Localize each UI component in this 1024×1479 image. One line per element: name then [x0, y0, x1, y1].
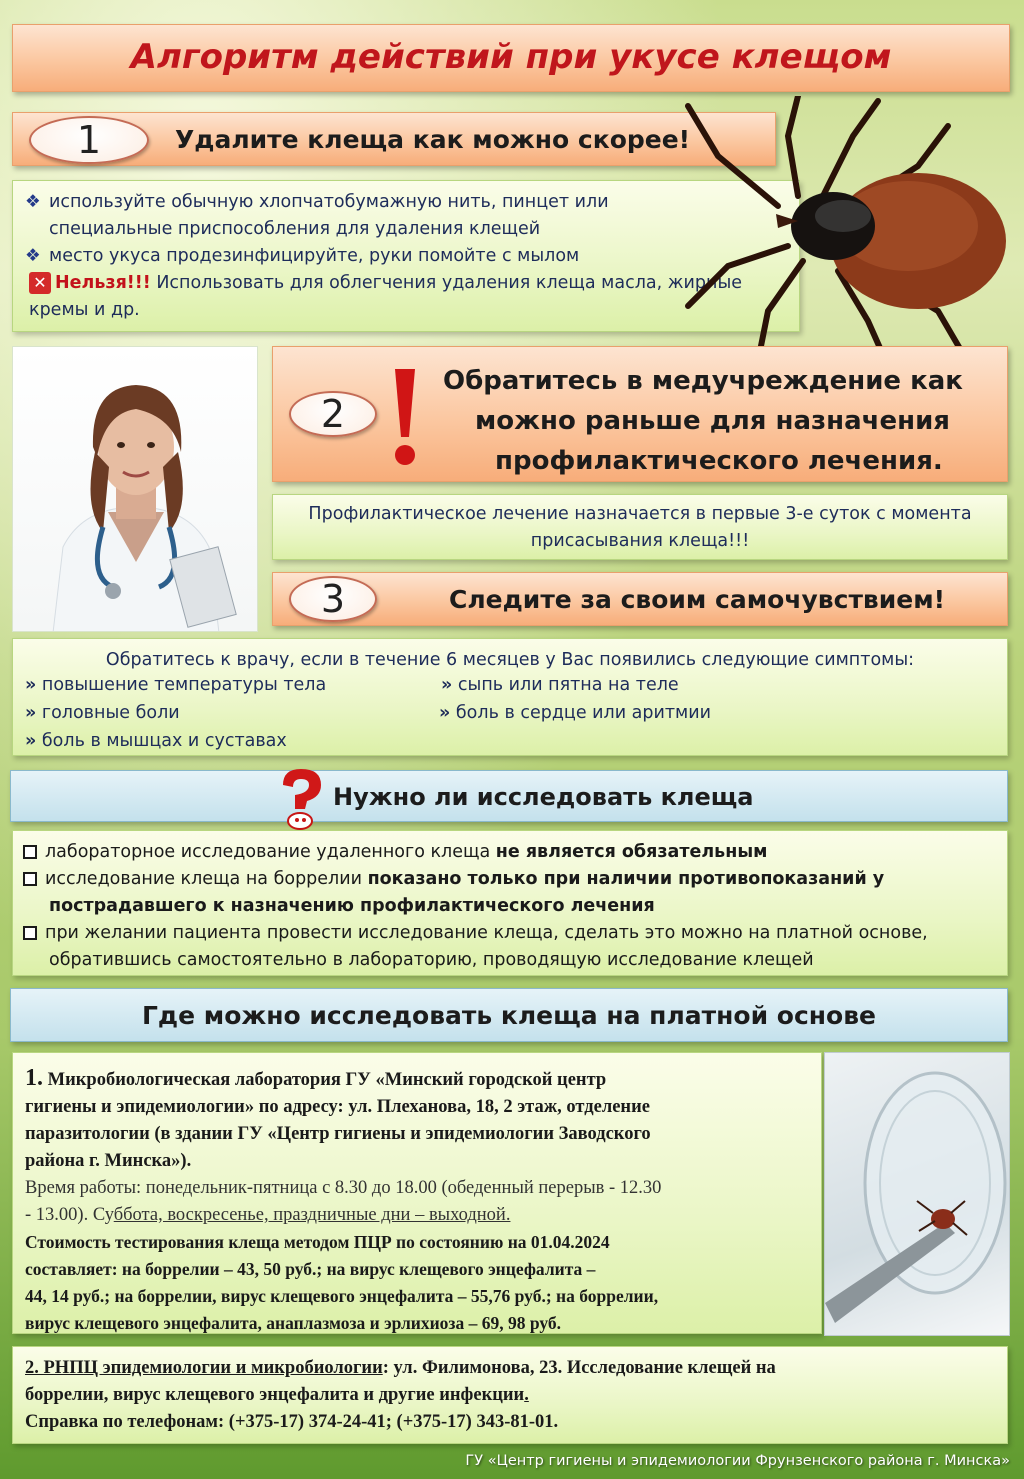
- research-item: лабораторное исследование удаленного клеща не является обязательным: [23, 839, 993, 866]
- symptom-item: » повышение температуры тела: [25, 675, 327, 695]
- doctor-photo: [12, 346, 258, 632]
- step2-note: Профилактическое лечение назначается в первые 3-е суток с момента присасывания клеща!!!: [308, 504, 972, 551]
- page-title: Алгоритм действий при укусе клещом: [130, 37, 892, 77]
- research-banner: [10, 770, 1008, 822]
- step2-heading-line: профилактического лечения.: [495, 446, 943, 476]
- step3-heading: Следите за своим самочувствием!: [449, 585, 946, 614]
- paid-banner: [10, 988, 1008, 1042]
- step1-warning: ✕ Нельзя!!! Использовать для облегчения удаления клеща масла, жирные кремы и др.: [29, 273, 743, 320]
- title-banner: [12, 24, 1010, 92]
- vial-with-tick-icon: [825, 1053, 1011, 1337]
- lab1-panel: 1. Микробиологическая лаборатория ГУ «Минский городской центр гигиены и эпидемиологии» по адресу: ул. Плеханова, 18, 2 этаж, отделение паразитологии (в здании ГУ «Центр гигиены и эпидемиологии Заводского района г. Минска»). Время работы: понедельник-пятница с 8.30 до 18.00 (обеденный перерыв - 12.30 - 13.00). Суббота, воскресенье, праздничные дни – выходной. Стоимость тестирования клеща методом ПЦР по состоянию на 01.04.2024 составляет: на боррелии – 43, 50 руб.; на вирус клещевого энцефалита – 44, 14 руб.; на боррелии, вирус клещевого энцефалита – 55,76 руб.; на боррелии, вирус клещевого энцефалита, анаплазмоза и эрлихиоза – 69, 98 руб.: [12, 1052, 822, 1334]
- lab2-panel: 2. РНПЦ эпидемиологии и микробиологии: ул. Филимонова, 23. Исследование клещей на боррелии, вирус клещевого энцефалита и другие инфекции. Справка по телефонам: (+375-17) 374-24-41; (+375-17) 343-81-01.: [12, 1346, 1008, 1444]
- checkbox-icon: [23, 845, 37, 859]
- doctor-icon: [13, 347, 258, 632]
- research-item: при желании пациента провести исследование клеща, сделать это можно на платной основе,: [23, 920, 993, 947]
- question-mark-icon: [273, 767, 329, 831]
- diamond-bullet-icon: ❖: [25, 246, 41, 266]
- lab2-title: 2. РНПЦ эпидемиологии и микробиологии: ул. Филимонова, 23. Исследование клещей на: [25, 1358, 776, 1378]
- exclamation-icon: [389, 365, 421, 469]
- step3-number: 3: [289, 576, 377, 622]
- red-cross-icon: ✕: [29, 272, 51, 294]
- vial-photo: [824, 1052, 1010, 1336]
- diamond-bullet-icon: ❖: [25, 192, 41, 212]
- step3-intro: Обратитесь к врачу, если в течение 6 месяцев у Вас появились следующие симптомы:: [105, 650, 915, 670]
- research-heading: Нужно ли исследовать клеща: [333, 783, 754, 811]
- step2-heading-line: Обратитесь в медучреждение как: [443, 366, 963, 396]
- footer: ГУ «Центр гигиены и эпидемиологии Фрунзенского района г. Минска»: [465, 1453, 1010, 1469]
- checkbox-icon: [23, 926, 37, 940]
- lab1-hours: Время работы: понедельник-пятница с 8.30 до 18.00 (обеденный перерыв - 12.30: [25, 1178, 662, 1198]
- step2-banner: [272, 346, 1008, 482]
- symptom-item: » боль в мышцах и суставах: [25, 731, 287, 751]
- lab2-phones: Справка по телефонам: (+375-17) 374-24-41; (+375-17) 343-81-01.: [25, 1412, 559, 1432]
- symptom-item: » головные боли: [25, 703, 180, 723]
- lab1-title: 1. Микробиологическая лаборатория ГУ «Минский городской центр: [25, 1065, 607, 1091]
- step1-heading: Удалите клеща как можно скорее!: [175, 125, 691, 154]
- step3-banner: [272, 572, 1008, 626]
- tick-illustration: [648, 96, 1024, 376]
- step1-bullet: ❖ используйте обычную хлопчатобумажную нить, пинцет или специальные приспособления для удаления клещей: [13, 189, 653, 243]
- checkbox-icon: [23, 872, 37, 886]
- step2-number: 2: [289, 391, 377, 437]
- step2-note-panel: [272, 494, 1008, 560]
- research-panel: лабораторное исследование удаленного клеща не является обязательным исследование клеща на боррелии показано только при наличии противопоказаний у пострадавшего к назначению профилактического лечения при желании пациента провести исследование клеща, сделать это можно на платной основе, обратившись самостоятельно в лабораторию, проводящую исследование клещей: [12, 830, 1008, 976]
- research-item: исследование клеща на боррелии показано только при наличии противопоказаний у: [23, 866, 993, 893]
- lab1-prices: Стоимость тестирования клеща методом ПЦР по состоянию на 01.04.2024 составляет: на боррелии – 43, 50 руб.; на вирус клещевого энцефалита – 44, 14 руб.; на боррелии, вирус клещевого энцефалита – 55,76 руб.; на боррелии, вирус клещевого энцефалита, анаплазмоза и эрлихиоза – 69, 98 руб.: [25, 1232, 659, 1333]
- symptom-item: » сыпь или пятна на теле: [441, 675, 679, 695]
- step3-panel: [12, 638, 1008, 756]
- symptom-item: » боль в сердце или аритмии: [439, 703, 712, 723]
- step1-bullet: ❖ место укуса продезинфицируйте, руки помойте с мылом: [13, 243, 653, 270]
- step1-number: 1: [29, 116, 149, 164]
- step2-heading-line: можно раньше для назначения: [475, 406, 950, 436]
- paid-heading: Где можно исследовать клеща на платной основе: [141, 1001, 877, 1030]
